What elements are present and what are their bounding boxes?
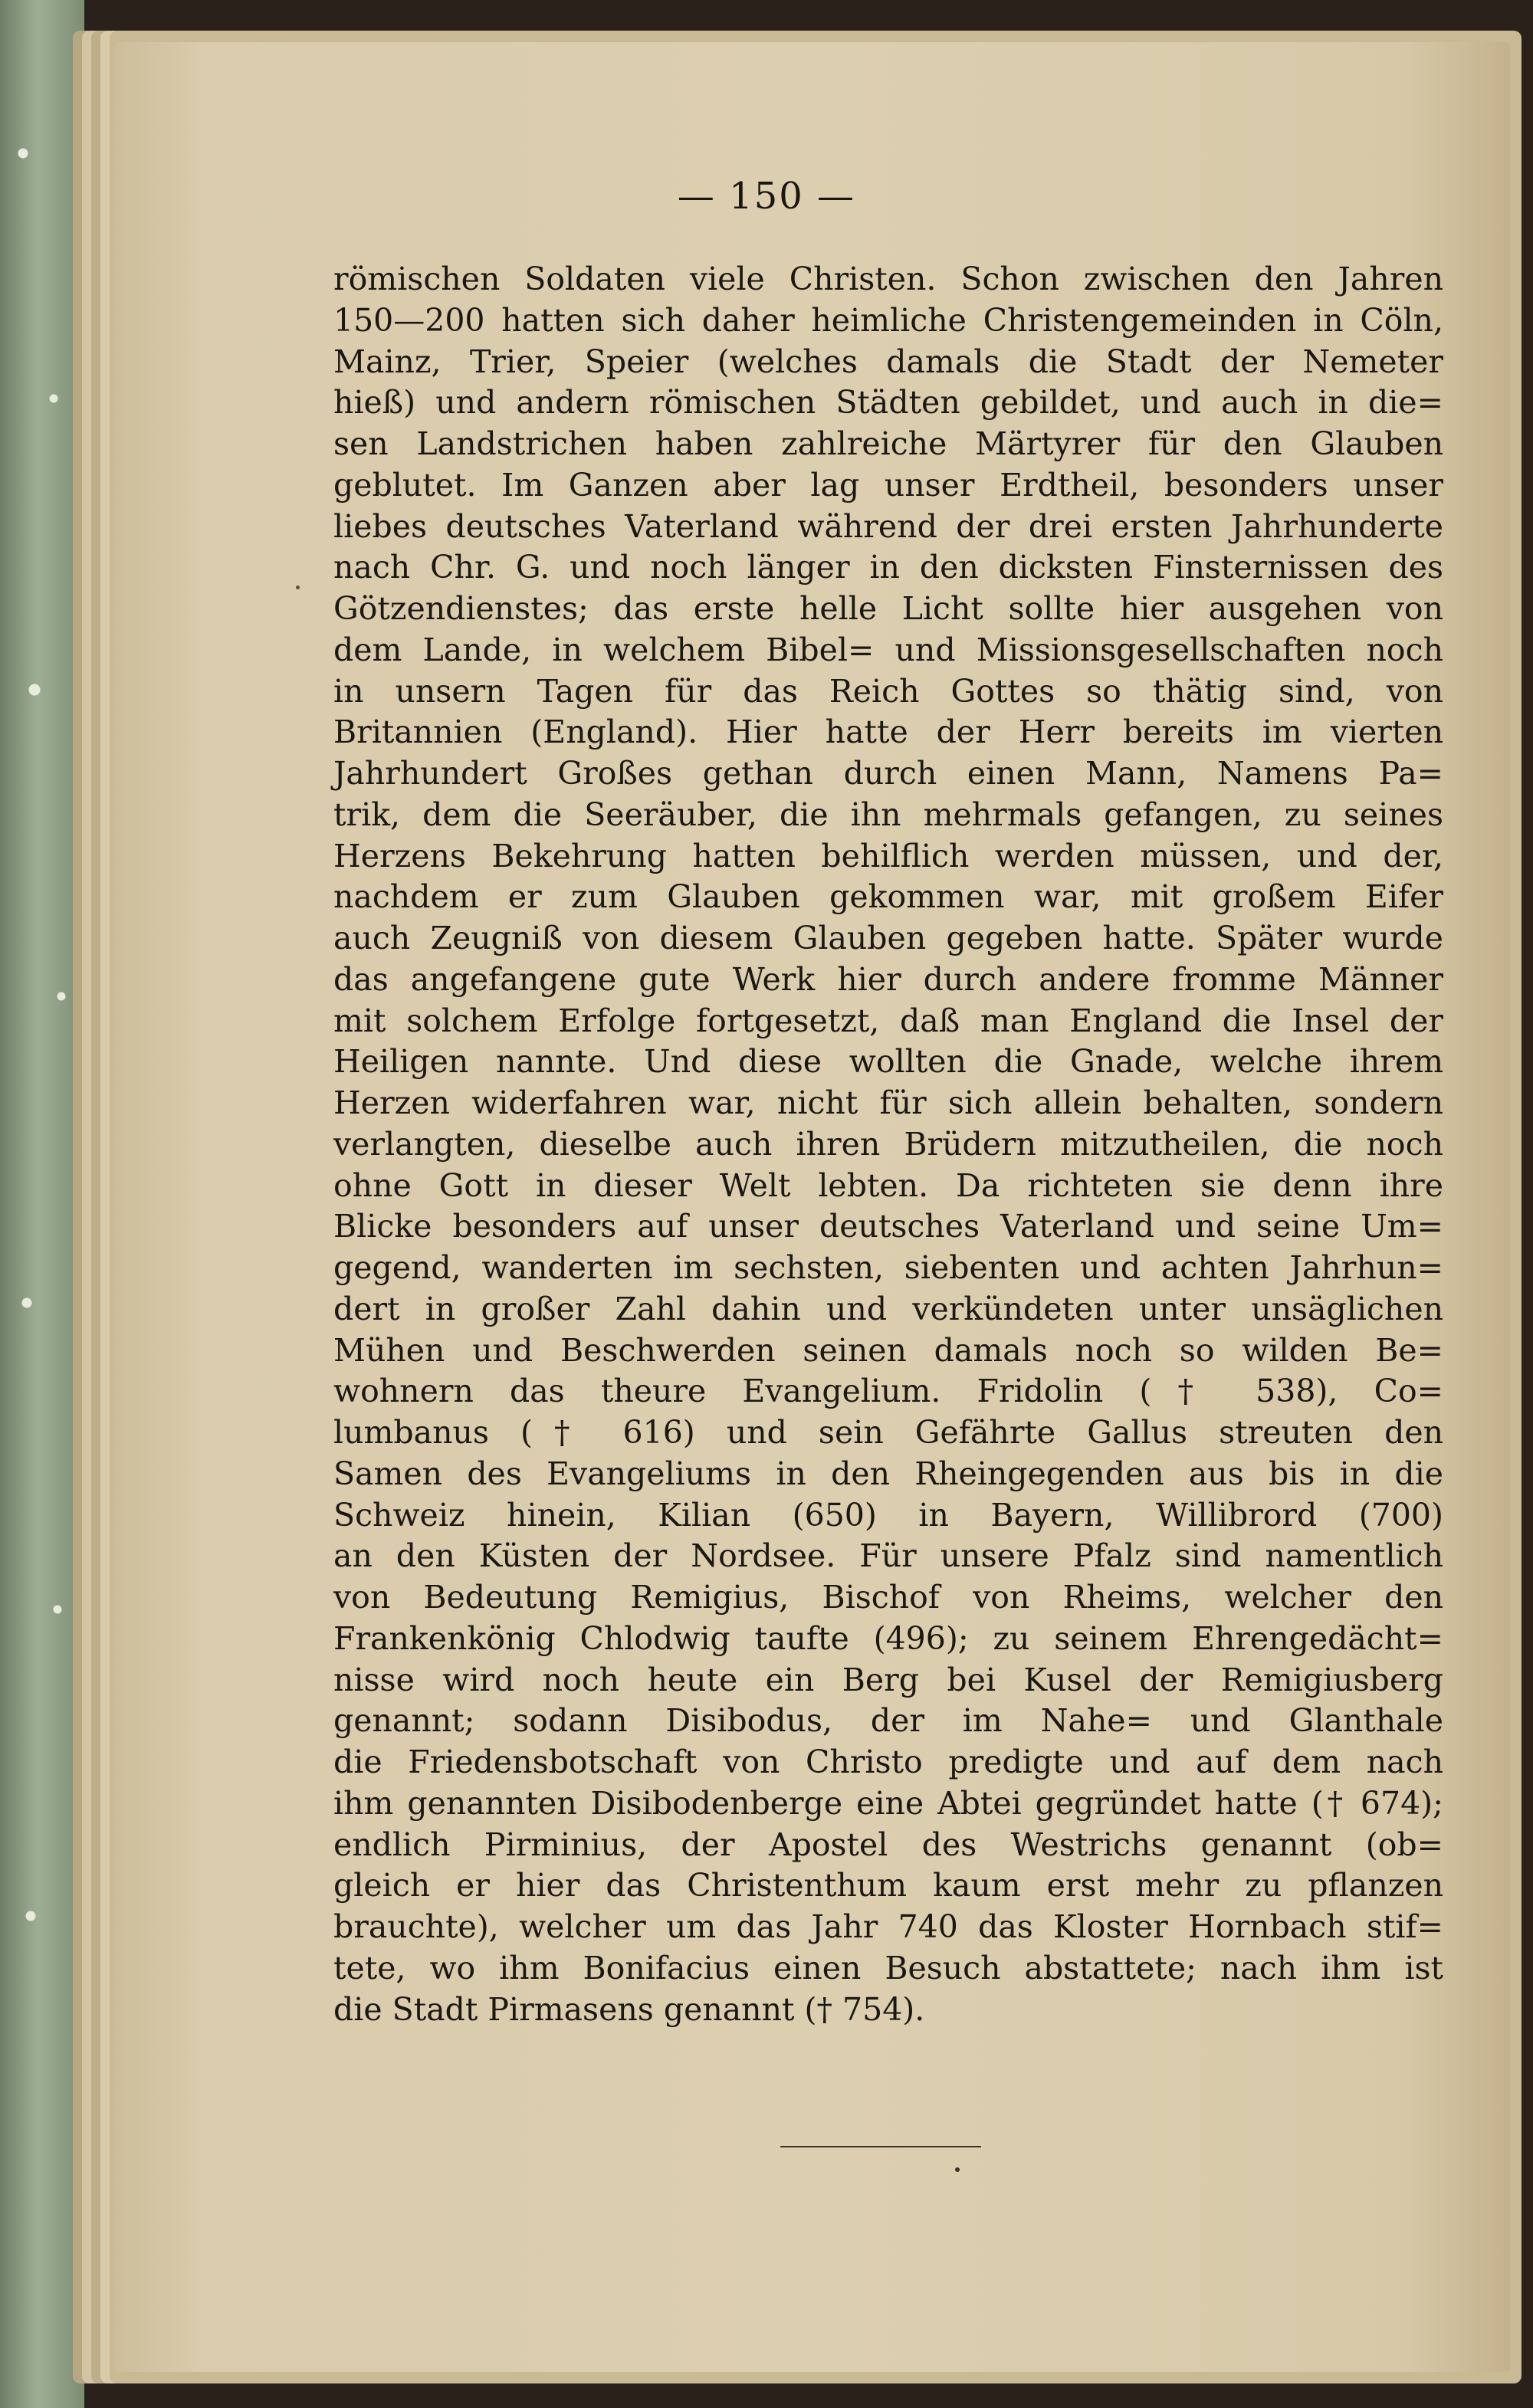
text-line: 150—200 hatten sich daher heimliche Christengemeinden in Cöln,: [333, 301, 1443, 339]
ink-dot: [296, 586, 300, 589]
text-line: in unsern Tagen für das Reich Gottes so thätig sind, von: [333, 672, 1443, 710]
text-line-last: die Stadt Pirmasens genannt († 754).: [333, 1990, 925, 2028]
text-line: Mühen und Beschwerden seinen damals noch so wilden Be=: [333, 1331, 1443, 1369]
text-line: geblutet. Im Ganzen aber lag unser Erdtheil, besonders unser: [333, 466, 1443, 504]
text-line: hieß) und andern römischen Städten gebildet, und auch in die=: [333, 384, 1443, 422]
text-line: tete, wo ihm Bonifacius einen Besuch abstattete; nach ihm ist: [333, 1949, 1443, 1986]
text-line: lumbanus († 616) und sein Gefährte Gallus streuten den: [333, 1414, 1443, 1451]
text-line: die Friedensbotschaft von Christo predigte und auf dem nach: [333, 1744, 1443, 1780]
page-number: — 150 —: [677, 175, 856, 218]
end-rule: [780, 2146, 981, 2147]
text-line: das angefangene gute Werk hier durch andere fromme Männer: [333, 960, 1443, 998]
text-line: verlangten, dieselbe auch ihren Brüdern mitzutheilen, die noch: [333, 1125, 1443, 1163]
text-line: Blicke besonders auf unser deutsches Vaterland und seine Um=: [333, 1208, 1443, 1245]
body-text: [333, 259, 1443, 2030]
text-line: dert in großer Zahl dahin und verkündeten unter unsäglichen: [333, 1290, 1443, 1327]
text-line: genannt; sodann Disibodus, der im Nahe= und Glanthale: [333, 1702, 1443, 1740]
text-line: Britannien (England). Hier hatte der Herr bereits im vierten: [333, 714, 1443, 751]
text-line: römischen Soldaten viele Christen. Schon zwischen den Jahren: [333, 261, 1443, 297]
text-line: Herzen widerfahren war, nicht für sich allein behalten, sondern: [333, 1084, 1443, 1121]
text-line: brauchte), welcher um das Jahr 740 das Kloster Hornbach stif=: [333, 1908, 1443, 1945]
text-line: Herzens Bekehrung hatten behilflich werden müssen, und der,: [333, 837, 1443, 874]
text-line: Heiligen nannte. Und diese wollten die Gnade, welche ihrem: [333, 1043, 1443, 1081]
text-line: dem Lande, in welchem Bibel= und Missionsgesellschaften noch: [333, 631, 1443, 668]
text-line: Götzendienstes; das erste helle Licht sollte hier ausgehen von: [333, 590, 1443, 627]
text-line: wohnern das theure Evangelium. Fridolin († 538), Co=: [333, 1373, 1443, 1410]
text-line: ihm genannten Disibodenberge eine Abtei gegründet hatte († 674);: [333, 1784, 1443, 1822]
text-line: mit solchem Erfolge fortgesetzt, daß man England die Insel der: [333, 1002, 1443, 1039]
text-line: von Bedeutung Remigius, Bischof von Rheims, welcher den: [333, 1579, 1443, 1616]
text-line: Samen des Evangeliums in den Rheingegenden aus bis in die: [333, 1455, 1443, 1492]
text-line: Schweiz hinein, Kilian (650) in Bayern, Willibrord (700): [333, 1496, 1443, 1534]
marbled-cover-edge: [0, 0, 84, 2408]
text-line: nach Chr. G. und noch länger in den dicksten Finsternissen des: [333, 549, 1443, 586]
text-line: Jahrhundert Großes gethan durch einen Mann, Namens Pa=: [333, 755, 1443, 792]
text-line: nachdem er zum Glauben gekommen war, mit großem Eifer: [333, 878, 1443, 916]
text-line: nisse wird noch heute ein Berg bei Kusel der Remigiusberg: [333, 1661, 1443, 1698]
text-line: Mainz, Trier, Speier (welches damals die Stadt der Nemeter: [333, 343, 1443, 380]
text-line: gegend, wanderten im sechsten, siebenten und achten Jahrhun=: [333, 1249, 1443, 1286]
text-line: liebes deutsches Vaterland während der drei ersten Jahrhunderte: [333, 507, 1443, 545]
text-line: endlich Pirminius, der Apostel des Westrichs genannt (ob=: [333, 1826, 1443, 1863]
text-line: trik, dem die Seeräuber, die ihn mehrmals gefangen, zu seines: [333, 796, 1443, 833]
text-line: an den Küsten der Nordsee. Für unsere Pfalz sind namentlich: [333, 1537, 1443, 1575]
text-line: auch Zeugniß von diesem Glauben gegeben hatte. Später wurde: [333, 920, 1443, 956]
text-line: gleich er hier das Christenthum kaum erst mehr zu pflanzen: [333, 1867, 1443, 1904]
text-line: Frankenkönig Chlodwig taufte (496); zu seinem Ehrengedächt=: [333, 1619, 1443, 1657]
text-line: ohne Gott in dieser Welt lebten. Da richteten sie denn ihre: [333, 1166, 1443, 1204]
text-line: sen Landstrichen haben zahlreiche Märtyrer für den Glauben: [333, 425, 1443, 462]
ink-dot: [955, 2167, 960, 2172]
